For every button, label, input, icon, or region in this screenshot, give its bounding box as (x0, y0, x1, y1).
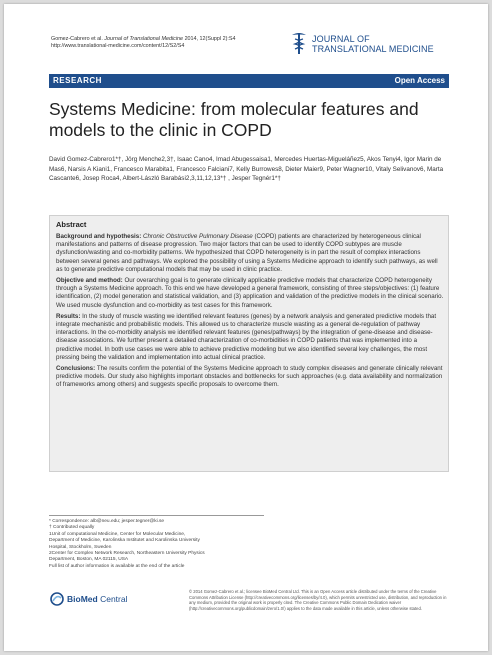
publisher-name (67, 594, 127, 604)
correspondence-note[interactable]: * Correspondence: alb@neu.edu; jesper.tegner@ki.se (49, 519, 165, 524)
abstract-text: Our overarching goal is to generate clinically applicable predictive models that characterize COPD heterogeneity through a Systems Medicine approach. To this end we have developed a general framework, consisting of three steps/objectives: (1) feature identification, (2) model generation and statistical validation, and (3) application and validation of the predictive models in the clinical scenario. We used muscle dysfunction and co-morbidity as test cases for this framework. (56, 277, 444, 309)
open-access-label: Open Access (394, 76, 445, 85)
footnote-line: 2Center for Complex Network Research, Northeastern University Physics (49, 551, 205, 557)
journal-name (312, 34, 434, 54)
license-text: © 2014 Gomez-Cabrero et al.; licensee BioMed Central Ltd. This is an Open Access article distributed under the terms of the Creative Commons Attribution License (http://creativecommons.org/licenses/by/4.0), which permits unrestricted use, distribution, and reproduction in any medium, provided the original work is properly cited. The Creative Commons Public Domain Dedication waiver (http://creativecommons.org/publicdomain/zero/1.0/) applies to the data made available in this article, unless otherwise stated. (189, 589, 447, 611)
abstract-label: Background and hypothesis: (56, 233, 142, 240)
biomed-central-swirl-icon (50, 592, 64, 606)
publisher-name-part1: BioMed (67, 594, 98, 604)
paper-page (4, 4, 488, 651)
abstract-heading: Abstract (56, 220, 87, 229)
abstract-body (56, 233, 444, 393)
abstract-label: Objective and method: (56, 277, 123, 285)
article-title: Systems Medicine: from molecular features and models to the clinic in COPD (49, 99, 419, 140)
abstract-text: (COPD) patients are characterized by heterogeneous clinical manifestations and patterns of disease progression. Two major factors that can be used to identify COPD subtypes are muscle dysfunction/wasting and co-morbidity patterns. We hypothesized that COPD heterogeneity is in part the result of complex interactions between several genes and pathways. We explored the possibility of using a Systems Medicine approach to identify such pathways, as well as to generate predictive computational models that may be used in clinic practice. (56, 233, 438, 273)
citation-volume: 2014, 12(Suppl 2):S4 (184, 36, 236, 42)
abstract-italic: Chronic Obstructive Pulmonary Disease (143, 233, 253, 240)
footnote-line: 1Unit of computational Medicine, Center for Molecular Medicine, (49, 531, 186, 537)
abstract-background (56, 233, 444, 274)
caduceus-icon (291, 31, 307, 55)
citation-line (51, 36, 236, 43)
running-header (51, 36, 236, 50)
footnotes (49, 515, 264, 570)
author-list: David Gomez-Cabrero1*†, Jörg Menche2,3†, Isaac Cano4, Imad Abugessaisa1, Mercedes Huertas-Migueláñez5, Akos Tenyi4, Igor Marin de Mas6, Narsis A Kiani1, Francesco Marabita1, Francesco Falciani7, Kelly Burrowes8, Dieter Maier9, Peter Wagner10, Vitaly Selivanov6, Marta Cascante6, Josep Roca4, Albert-László Barabási2,3,11,12,13*† , Jesper Tegnér1*† (49, 156, 444, 182)
footnote-line: † Contributed equally (49, 525, 95, 531)
article-url[interactable]: http://www.translational-medicine.com/content/12/S2/S4 (51, 43, 185, 49)
journal-name-line2: TRANSLATIONAL MEDICINE (312, 44, 434, 54)
abstract-objective (56, 277, 444, 310)
abstract-text: In the study of muscle wasting we identified relevant features (genes) by a network analysis and generated predictive models that integrate mechanistic and probabilistic models. This allowed us to characterize muscle wasting as a general de-regulation of pathway interactions. In the co-morbidity analysis we identified relevant features (genes/pathways) by the integration of gene-disease and disease-disease associations. We further present a detailed characterization of co-morbidities in COPD patients that was implemented into a predictive model. In both use cases we were able to achieve predictive modeling but we also identified several key challenges, the most pressing being the validation and implementation into actual clinical practice. (56, 312, 437, 361)
publisher-name-part2: Central (100, 594, 128, 604)
article-type-label: RESEARCH (53, 76, 102, 85)
footnote-line: Department of Medicine, Karolinska Institutet and Karolinska University (49, 538, 200, 544)
abstract-results (56, 313, 444, 362)
citation-authors: Gomez-Cabrero et al. (51, 36, 103, 42)
journal-logo (291, 31, 441, 59)
publisher-logo (50, 592, 170, 606)
footnote-line: Department, Boston, MA 02115, USA (49, 557, 129, 563)
footnote-line: Full list of author information is available at the end of the article (49, 563, 185, 569)
abstract-conclusions (56, 365, 444, 390)
journal-name-line1: JOURNAL OF (312, 34, 370, 44)
abstract-label: Results: (56, 312, 81, 320)
footnote-line: Hospital, Stockholm, Sweden (49, 544, 112, 550)
article-type-bar (49, 74, 449, 88)
citation-journal: Journal of Translational Medicine (104, 36, 184, 42)
abstract-label: Conclusions: (56, 365, 96, 373)
abstract-text: The results confirm the potential of the Systems Medicine approach to study complex diseases and generate clinically relevant predictive models. Our study also highlights important obstacles and bottlenecks for such approaches (e.g. data availability and normalization of frameworks among others) and suggests specific proposals to overcome them. (56, 365, 443, 389)
abstract-box (49, 215, 449, 472)
